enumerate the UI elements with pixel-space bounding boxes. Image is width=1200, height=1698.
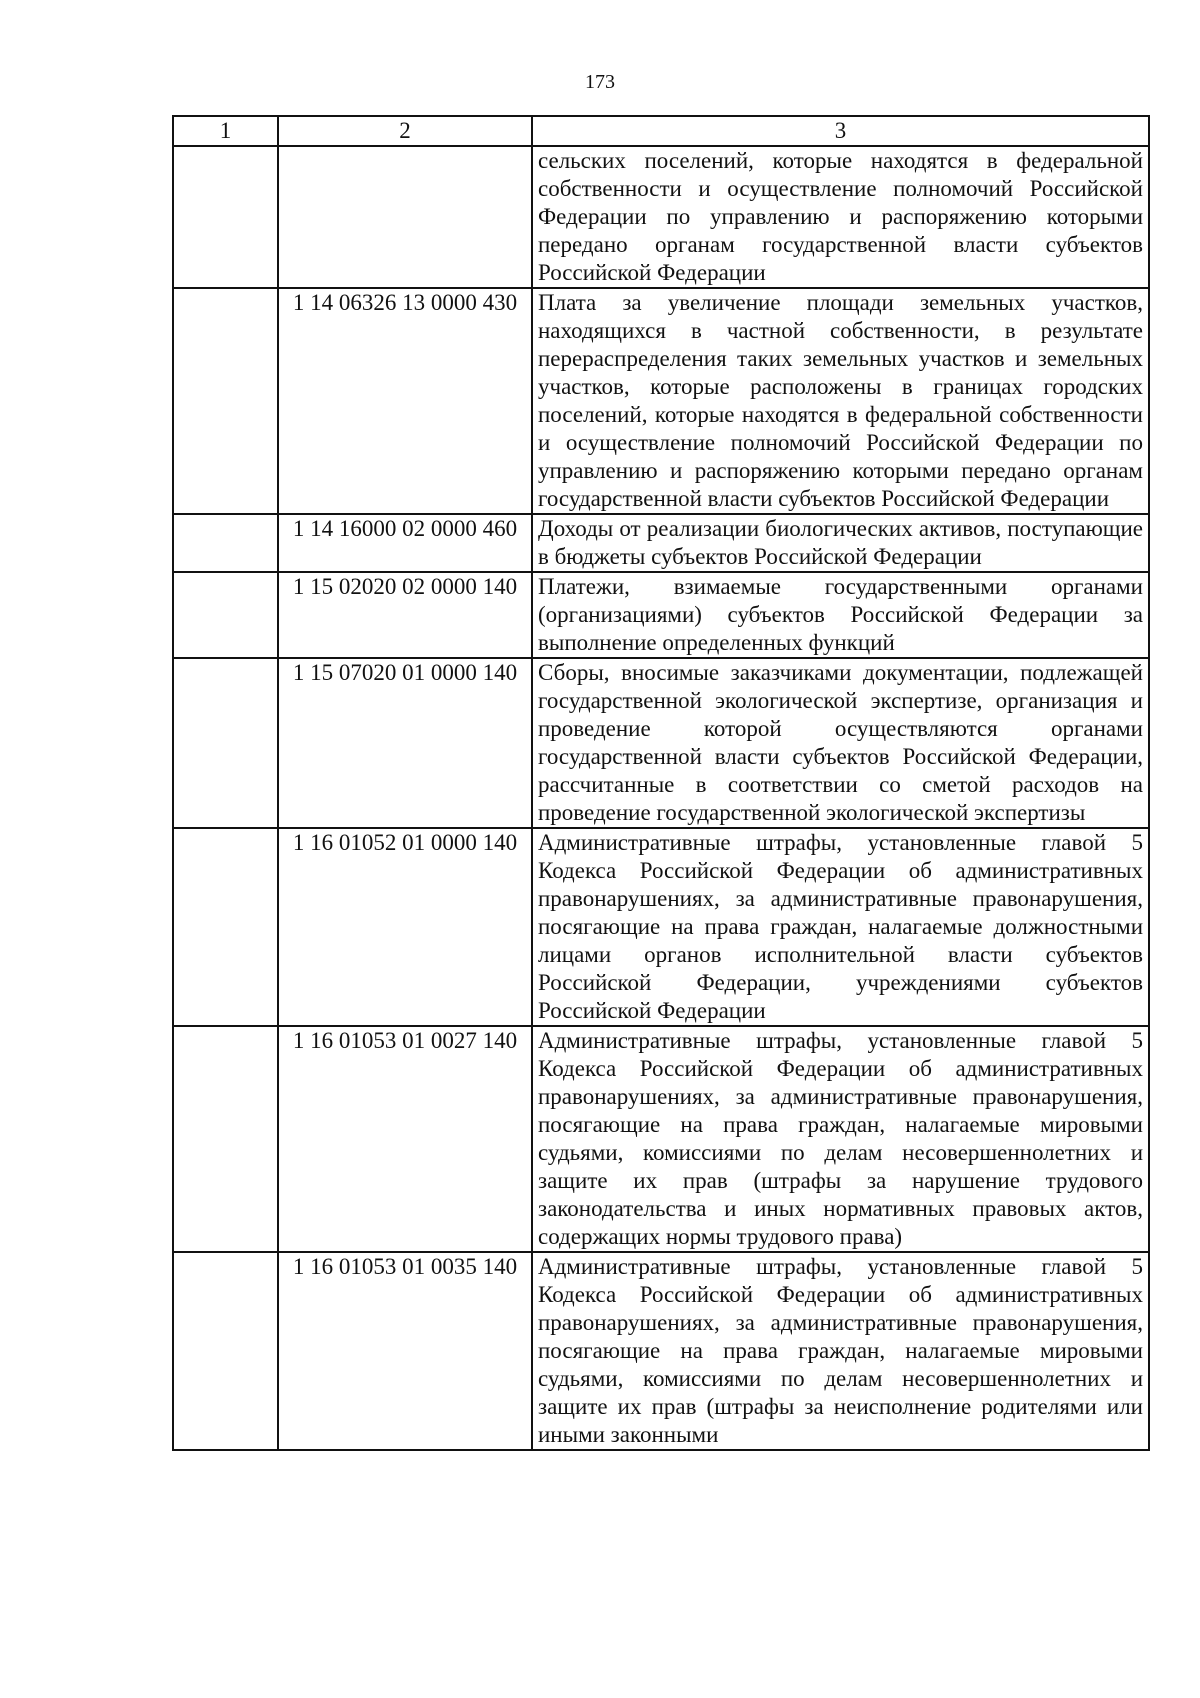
revenue-description-cell: Административные штрафы, установленные главой 5 Кодекса Российской Федерации об административных правонарушениях, за административные правонарушения, посягающие на права граждан, налагаемые мировыми судьями, комиссиями по делам несовершеннолетних и защите их прав (штрафы за нарушение трудового законодательства и иных нормативных правовых актов, содержащих нормы трудового права) — [532, 1026, 1149, 1252]
revenue-description-cell: Доходы от реализации биологических активов, поступающие в бюджеты субъектов Российской Федерации — [532, 514, 1149, 572]
table-header — [173, 116, 1149, 146]
table-row — [173, 572, 1149, 658]
revenue-code-cell: 1 14 06326 13 0000 430 — [278, 288, 532, 514]
revenue-code-cell: 1 14 16000 02 0000 460 — [278, 514, 532, 572]
page-number: 173 — [585, 71, 615, 93]
column-header-2: 2 — [278, 116, 532, 146]
revenue-code-cell: 1 15 07020 01 0000 140 — [278, 658, 532, 828]
column-header-1: 1 — [173, 116, 278, 146]
table-row — [173, 288, 1149, 514]
revenue-description-cell: Платежи, взимаемые государственными органами (организациями) субъектов Российской Федерации за выполнение определенных функций — [532, 572, 1149, 658]
revenue-description-cell: Административные штрафы, установленные главой 5 Кодекса Российской Федерации об административных правонарушениях, за административные правонарушения, посягающие на права граждан, налагаемые мировыми судьями, комиссиями по делам несовершеннолетних и защите их прав (штрафы за неисполнение родителями или иными законными — [532, 1252, 1149, 1450]
revenue-description-cell: Административные штрафы, установленные главой 5 Кодекса Российской Федерации об административных правонарушениях, за административные правонарушения, посягающие на права граждан, налагаемые должностными лицами органов исполнительной власти субъектов Российской Федерации, учреждениями субъектов Российской Федерации — [532, 828, 1149, 1026]
table-header-row — [173, 116, 1149, 146]
table-row — [173, 514, 1149, 572]
row-col1-cell — [173, 514, 278, 572]
table-body — [173, 146, 1149, 1450]
row-col1-cell — [173, 1252, 278, 1450]
row-col1-cell — [173, 288, 278, 514]
budget-classification-table — [172, 115, 1150, 1451]
row-col1-cell — [173, 828, 278, 1026]
table-row — [173, 1026, 1149, 1252]
revenue-code-cell — [278, 146, 532, 288]
row-col1-cell — [173, 1026, 278, 1252]
revenue-code-cell: 1 16 01053 01 0035 140 — [278, 1252, 532, 1450]
revenue-description-cell: сельских поселений, которые находятся в федеральной собственности и осуществление полномочий Российской Федерации по управлению и распоряжению которыми передано органам государственной власти субъектов Российской Федерации — [532, 146, 1149, 288]
revenue-code-cell: 1 16 01053 01 0027 140 — [278, 1026, 532, 1252]
row-col1-cell — [173, 146, 278, 288]
row-col1-cell — [173, 658, 278, 828]
row-col1-cell — [173, 572, 278, 658]
table-row — [173, 828, 1149, 1026]
revenue-description-cell: Плата за увеличение площади земельных участков, находящихся в частной собственности, в результате перераспределения таких земельных участков и земельных участков, которые расположены в границах городских поселений, которые находятся в федеральной собственности и осуществление полномочий Российской Федерации по управлению и распоряжению которыми передано органам государственной власти субъектов Российской Федерации — [532, 288, 1149, 514]
table-row — [173, 1252, 1149, 1450]
revenue-code-cell: 1 15 02020 02 0000 140 — [278, 572, 532, 658]
table-row — [173, 146, 1149, 288]
revenue-code-cell: 1 16 01052 01 0000 140 — [278, 828, 532, 1026]
revenue-description-cell: Сборы, вносимые заказчиками документации, подлежащей государственной экологической экспертизе, организация и проведение которой осуществляются органами государственной власти субъектов Российской Федерации, рассчитанные в соответствии со сметой расходов на проведение государственной экологической экспертизы — [532, 658, 1149, 828]
table-row — [173, 658, 1149, 828]
column-header-3: 3 — [532, 116, 1149, 146]
